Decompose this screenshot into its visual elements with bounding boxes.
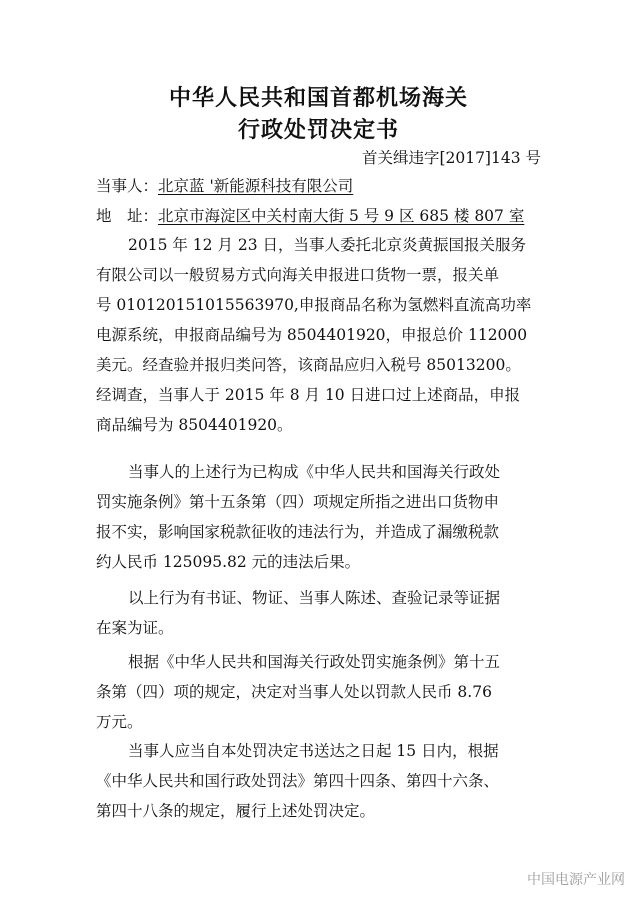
paragraph-line: 电源系统，申报商品编号为 8504401920，申报总价 112000 — [96, 326, 528, 344]
paragraph-line: 经调查，当事人于 2015 年 8 月 10 日进口过上述商品，申报 — [96, 386, 521, 404]
paragraph-line: 约人民币 125095.82 元的违法后果。 — [96, 553, 361, 571]
paragraph-line: 罚实施条例》第十五条第（四）项规定所指之进出口货物申 — [96, 493, 500, 511]
document-title-line-2: 行政处罚决定书 — [237, 118, 399, 143]
paragraph-line: 号 010120151015563970,申报商品名称为氢燃料直流高功率 — [96, 296, 532, 314]
paragraph-violation — [96, 457, 544, 577]
paragraph-line: 《中华人民共和国行政处罚法》第四十四条、第四十六条、 — [96, 772, 500, 790]
paragraph-line: 在案为证。 — [96, 619, 174, 637]
paragraph-line: 第四十八条的规定，履行上述处罚决定。 — [96, 802, 376, 820]
paragraph-penalty — [96, 647, 544, 737]
paragraph-line: 当事人应当自本处罚决定书送达之日起 15 日内，根据 — [128, 742, 499, 760]
paragraph-line: 美元。经查验并报归类问答，该商品应归入税号 85013200。 — [96, 356, 521, 374]
paragraph-line: 商品编号为 8504401920。 — [96, 416, 293, 434]
paragraph-line: 条第（四）项的规定，决定对当事人处以罚款人民币 8.76 — [96, 683, 492, 701]
paragraph-line: 以上行为有书证、物证、当事人陈述、查验记录等证据 — [128, 589, 501, 607]
party-name-row — [96, 174, 353, 196]
party-name-label: 当事人： — [96, 177, 159, 195]
party-address-row — [96, 204, 524, 226]
paragraph-line: 万元。 — [96, 713, 143, 731]
paragraph-line: 当事人的上述行为已构成《中华人民共和国海关行政处 — [128, 463, 501, 481]
paragraph-evidence — [96, 583, 544, 643]
paragraph-line: 根据《中华人民共和国海关行政处罚实施条例》第十五 — [128, 653, 501, 671]
paragraph-facts — [96, 230, 544, 440]
document-title-line-1: 中华人民共和国首都机场海关 — [168, 86, 468, 111]
party-name-value: 北京蓝 '新能源科技有限公司 — [158, 177, 354, 195]
paragraph-deadline — [96, 736, 544, 826]
document-number: 首关缉违字[2017]143 号 — [361, 149, 541, 167]
watermark: 中国电源产业网 — [527, 872, 625, 888]
paragraph-line: 2015 年 12 月 23 日，当事人委托北京炎黄振国报关服务 — [128, 236, 527, 254]
party-address-label: 地 址： — [96, 207, 159, 225]
paragraph-line: 报不实，影响国家税款征收的违法行为，并造成了漏缴税款 — [96, 523, 500, 541]
party-address-value: 北京市海淀区中关村南大街 5 号 9 区 685 楼 807 室 — [158, 207, 525, 225]
paragraph-line: 有限公司以一般贸易方式向海关申报进口货物一票，报关单 — [96, 266, 500, 284]
